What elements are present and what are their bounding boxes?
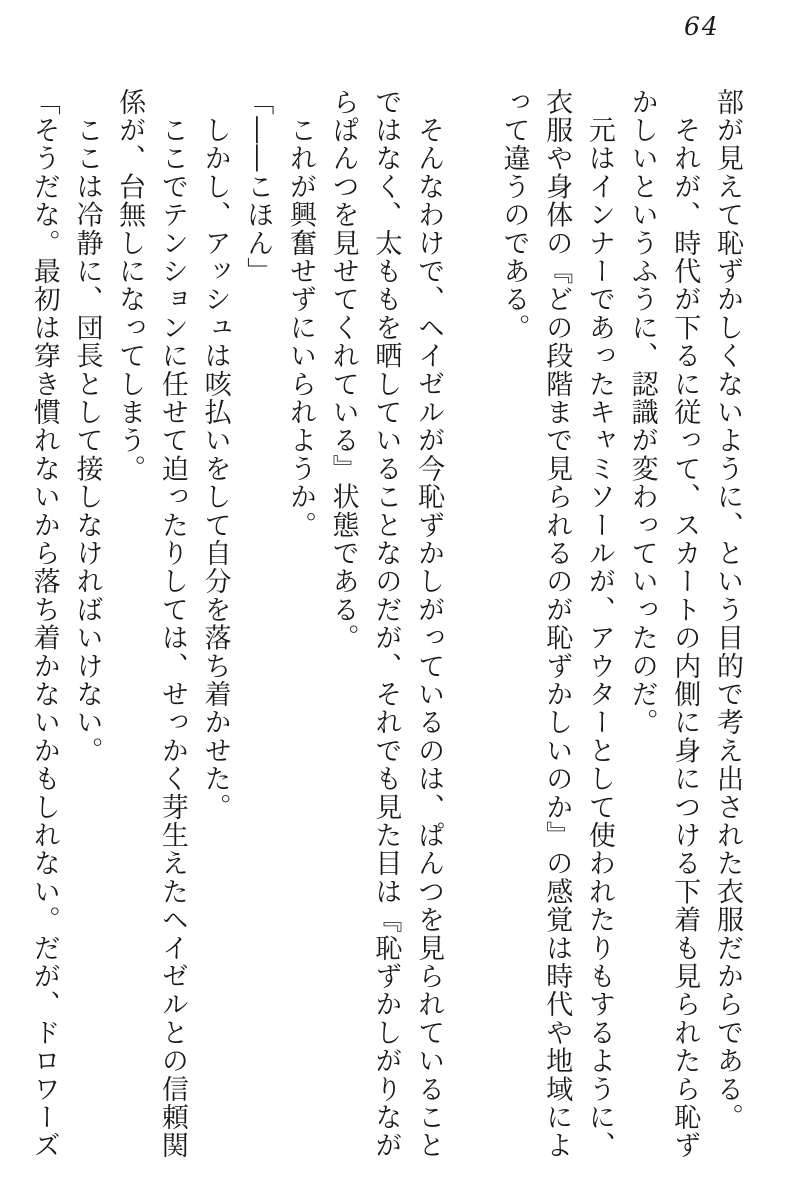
page-number: 64: [684, 12, 720, 41]
body-text: [22, 88, 748, 1200]
text-line: ここは冷静に、団長として接しなければいけない。: [71, 88, 103, 765]
text-line: って違うのである。: [498, 88, 530, 342]
text-line-blank: [449, 88, 492, 1200]
text-line: 「――こほん」: [242, 88, 274, 286]
text-line: 部が見えて恥ずかしくないように、という目的で考え出された衣服だからである。: [712, 88, 743, 1132]
text-line: そんなわけで、ヘイゼルが今恥ずかしがっているのは、ぱんつを見られていること: [413, 88, 445, 1160]
text-line: ではなく、太ももを晒していることなのだが、それでも見た目は『恥ずかしがりなが: [370, 88, 402, 1160]
text-line: 「そうだな。最初は穿き慣れないから落ち着かないかもしれない。だが、ドロワーズ: [28, 88, 60, 1160]
text-line: 係が、台無しになってしまう。: [114, 88, 146, 483]
text-line: かしいというふうに、認識が変わっていったのだ。: [626, 88, 658, 737]
text-line: 衣服や身体の『どの段階まで見られるのが恥ずかしいのか』の感覚は時代や地域によ: [541, 88, 573, 1160]
text-line: それが、時代が下るに従って、スカートの内側に身につける下着も見られたら恥ず: [669, 88, 701, 1160]
text-line: 元はインナーであったキャミソールが、アウターとして使われたりもするように、: [583, 88, 615, 1160]
text-line: ここでテンションに任せて迫ったりしては、せっかく芽生えたヘイゼルとの信頼関: [156, 88, 188, 1160]
text-line: しかし、アッシュは咳払いをして自分を落ち着かせた。: [199, 88, 231, 822]
text-line: らぱんつを見せてくれている』状態である。: [327, 88, 359, 652]
text-line: これが興奮せずにいられようか。: [284, 88, 316, 540]
